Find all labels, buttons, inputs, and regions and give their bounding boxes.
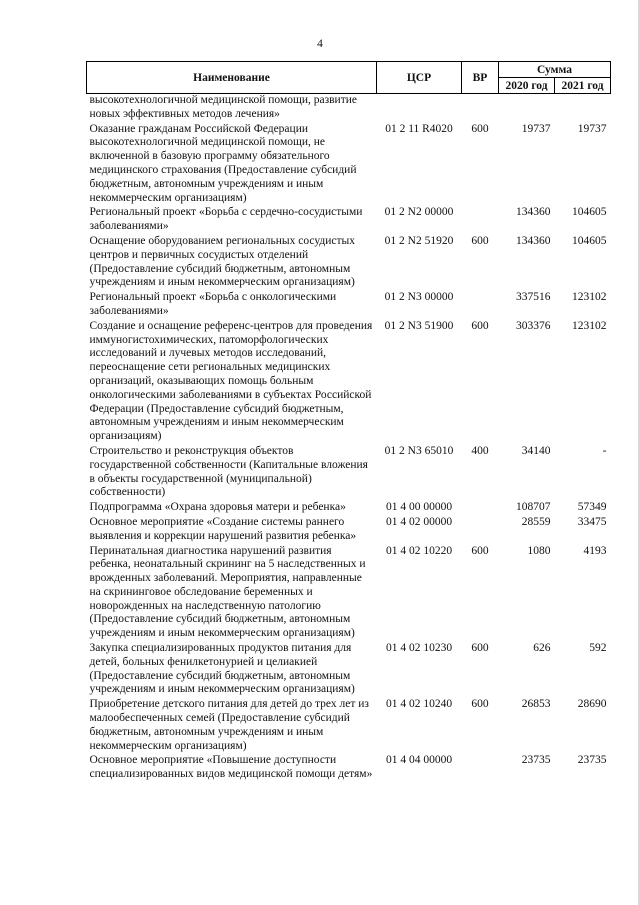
table-header [87,62,611,94]
cell-y2021: 4193 [583,544,607,557]
cell-y2020: 23735 [521,754,551,767]
table-row [87,698,611,754]
cell-csr: 01 4 02 10240 [385,698,453,711]
cell-y2021: 592 [589,642,607,655]
cell-y2020 [499,94,555,123]
cell-vr: 600 [471,642,489,655]
cell-y2021: 104605 [572,206,607,219]
header-name: Наименование [87,62,377,94]
cell-name: Основное мероприятие «Повышение доступности специализированных видов медицинской помощи детям» [89,754,373,781]
cell-name: Региональный проект «Борьба с онкологическими заболеваниями» [89,291,337,317]
cell-vr [462,206,499,235]
table-body [87,94,611,784]
cell-y2021: 23735 [577,754,607,767]
cell-vr [462,516,499,545]
table-row [87,206,611,235]
table-row [87,754,611,783]
cell-y2020: 337516 [516,291,551,304]
cell-y2021: 33475 [577,515,607,528]
cell-y2021: 57349 [577,501,607,514]
table-row [87,501,611,516]
cell-y2020: 108707 [516,501,551,514]
table-row [87,320,611,445]
cell-vr: 400 [471,444,489,457]
cell-y2020: 19737 [521,122,551,135]
cell-y2021: 104605 [572,234,607,247]
table-row [87,235,611,291]
cell-csr: 01 4 04 00000 [385,754,453,767]
cell-vr [462,501,499,516]
cell-vr: 600 [471,544,489,557]
cell-csr: 01 2 N3 65010 [384,444,454,457]
table-row [87,545,611,643]
cell-name: Строительство и реконструкция объектов государственной собственности (Капитальные вложения в объекты государственной (муниципальной) собственности) [89,444,368,499]
header-vr: ВР [462,62,499,94]
cell-y2020: 1080 [527,544,551,557]
cell-csr: 01 2 N2 51920 [384,234,454,247]
cell-csr [377,94,462,123]
cell-y2020: 134360 [516,234,551,247]
table-row [87,642,611,698]
cell-name: Создание и оснащение референс-центров для проведения иммуногистохимических, патоморфологических исследований и лучевых методов исследований, переоснащение сети региональных медицинских организаций, оказывающих помощь больным онкологическими заболеваниями в субъектах Российской Федерации (Предоставление субсидий бюджетным, автономным учреждениям и иным некоммерческим организациям) [89,319,373,443]
cell-vr [462,291,499,320]
page-number: 4 [317,38,323,50]
table-row [87,445,611,501]
cell-y2020: 26853 [521,698,551,711]
header-year-2020: 2020 год [499,78,555,94]
cell-name: Основное мероприятие «Создание системы раннего выявления и коррекции нарушений развития ребенка» [89,515,357,542]
budget-table [86,61,611,783]
table-row [87,516,611,545]
cell-name: Закупка специализированных продуктов питания для детей, больных фенилкетонурией и целиакией (Предоставление субсидий бюджетным, автономным учреждениям и иным некоммерческим организациям) [89,642,355,696]
table-row [87,123,611,207]
cell-vr: 600 [471,698,489,711]
cell-csr: 01 4 00 00000 [385,501,453,514]
cell-y2021: 123102 [572,319,607,332]
cell-name: Региональный проект «Борьба с сердечно-сосудистыми заболеваниями» [89,206,363,233]
cell-y2020: 303376 [516,319,551,332]
cell-name: высокотехнологичной медицинской помощи, развитие новых эффективных методов лечения» [89,94,357,120]
cell-y2020: 134360 [516,206,551,219]
header-sum: Сумма [499,62,611,78]
cell-y2020: 626 [533,642,551,655]
cell-y2021 [555,94,611,123]
cell-name: Оснащение оборудованием региональных сосудистых центров и первичных сосудистых отделений (Предоставление субсидий бюджетным, автономным учреждениям и иным некоммерческим организациям) [89,234,355,289]
cell-y2021: 19737 [577,122,607,135]
cell-name: Перинатальная диагностика нарушений развития ребенка, неонатальный скрининг на 5 наследственных и врожденных заболеваний. Мероприятия, направленные на скрининговое обследование беременных и новорожденных на наследственную патологию (Предоставление субсидий бюджетным, автономным учреждениям и иным некоммерческим организациям) [89,544,366,640]
cell-vr [462,94,499,123]
header-year-2021: 2021 год [555,78,611,94]
header-csr: ЦСР [377,62,462,94]
cell-csr: 01 4 02 00000 [385,515,453,528]
cell-csr: 01 2 11 R4020 [385,122,453,135]
cell-csr: 01 2 N3 51900 [384,319,454,332]
cell-vr: 600 [471,122,489,135]
cell-name: Оказание гражданам Российской Федерации высокотехнологичной медицинской помощи, не включенной в базовую программу обязательного медицинского страхования (Предоставление субсидий бюджетным, автономным учреждениям и иным некоммерческим организациям) [89,122,357,204]
cell-csr: 01 2 N2 00000 [384,206,454,219]
cell-csr: 01 4 02 10230 [385,642,453,655]
table-row [87,291,611,320]
cell-y2021: 28690 [577,698,607,711]
cell-y2021: - [602,444,607,457]
cell-y2020: 28559 [521,515,551,528]
cell-name: Приобретение детского питания для детей до трех лет из малообеспеченных семей (Предоставление субсидий бюджетным, автономным учреждениям и иным некоммерческим организациям) [89,698,369,752]
cell-vr [462,754,499,783]
cell-vr: 600 [471,319,489,332]
table-row [87,94,611,123]
cell-vr: 600 [471,234,489,247]
cell-y2020: 34140 [521,444,551,457]
cell-y2021: 123102 [572,291,607,304]
cell-name: Подпрограмма «Охрана здоровья матери и ребенка» [89,501,346,514]
cell-csr: 01 4 02 10220 [385,544,453,557]
cell-csr: 01 2 N3 00000 [384,291,454,304]
